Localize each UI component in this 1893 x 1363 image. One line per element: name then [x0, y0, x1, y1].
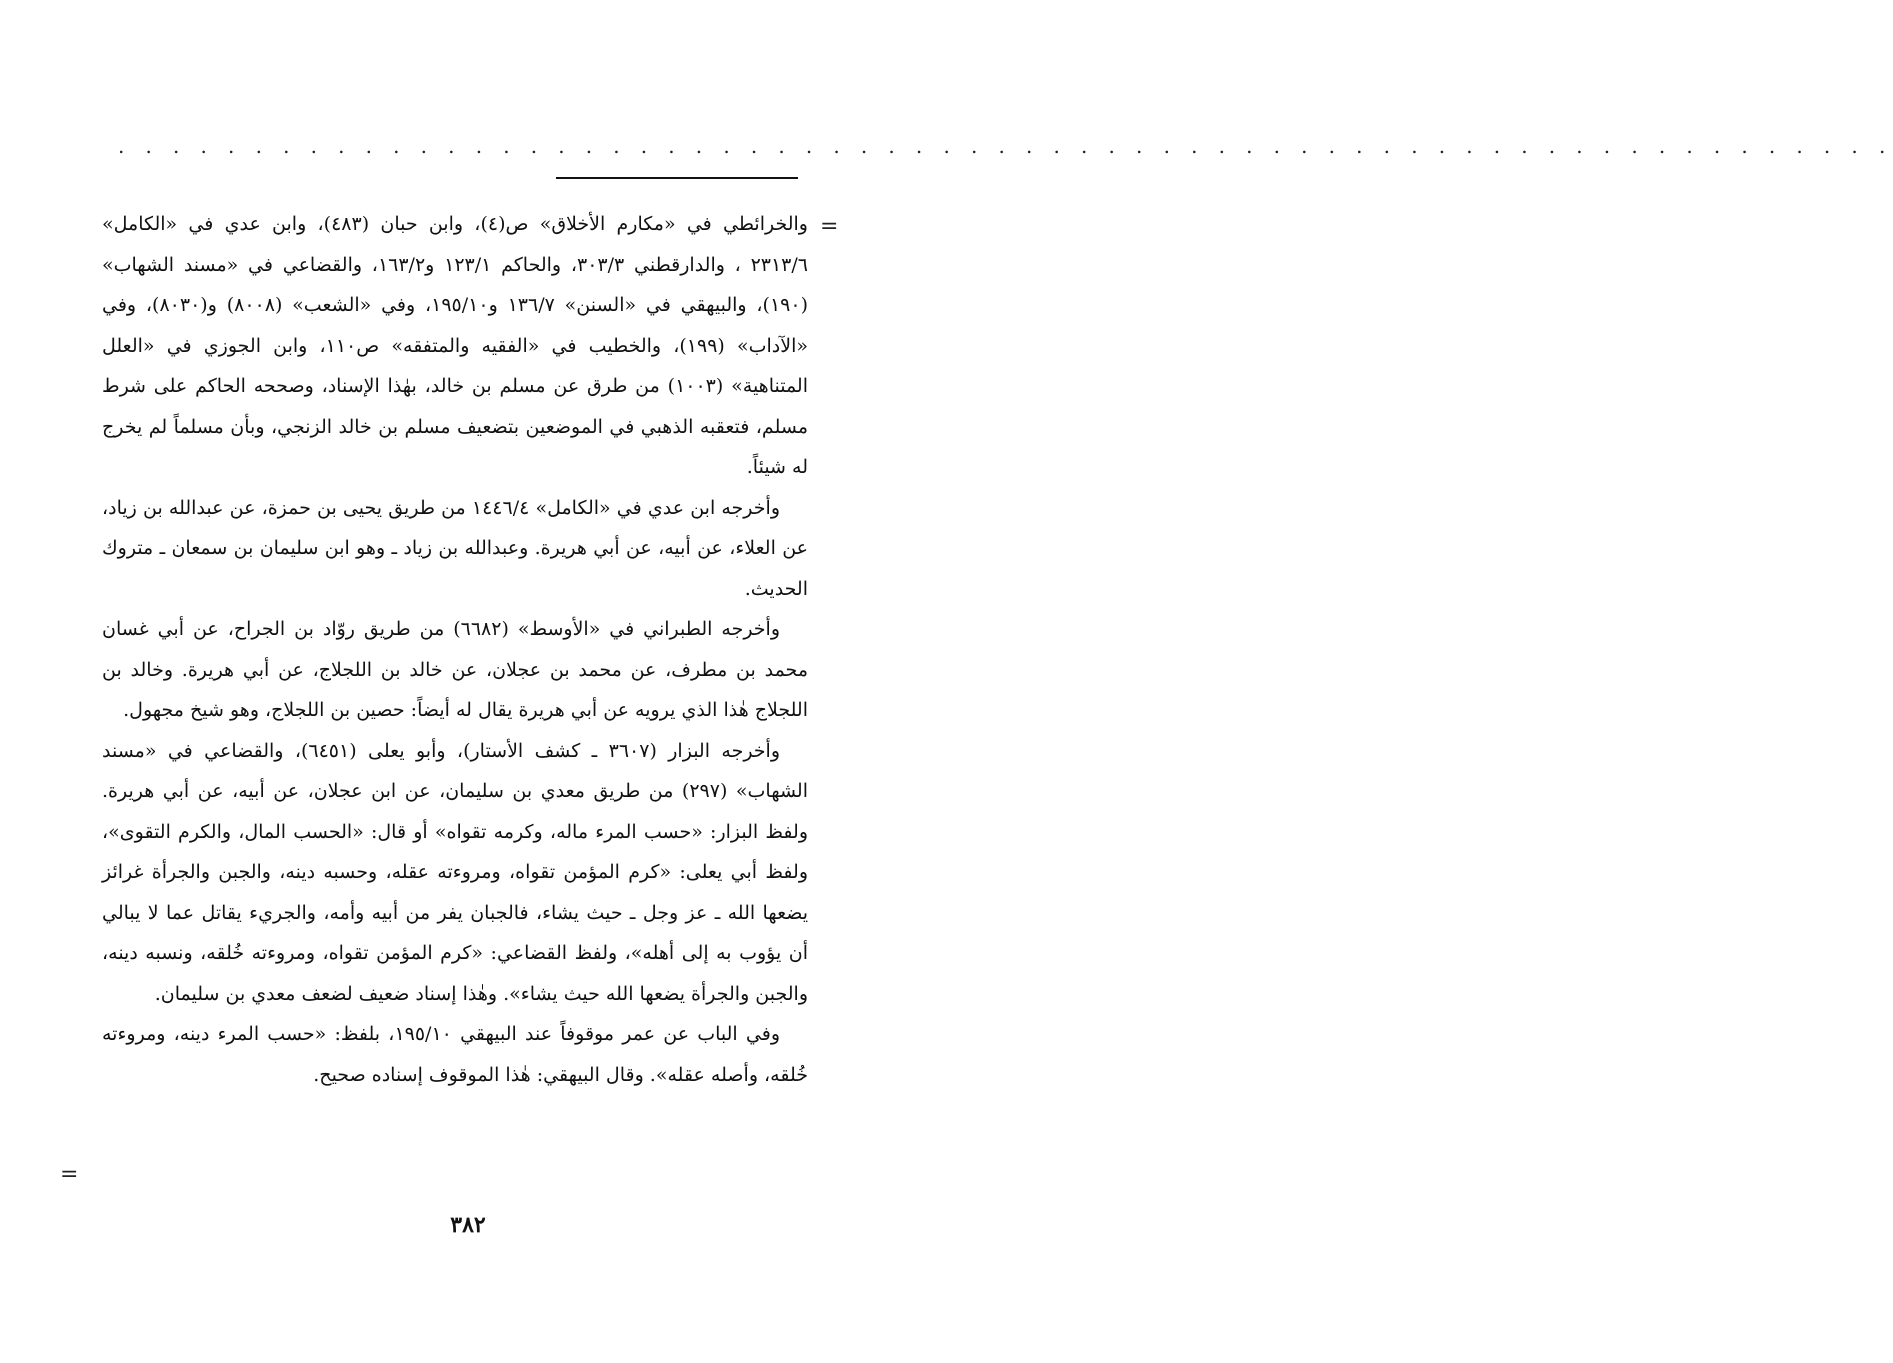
- paragraph-5: وفي الباب عن عمر موقوفاً عند البيهقي ١٩٥/١٠، بلفظ: «حسب المرء دينه، ومروءته خُلقه، وأصله عقله». وقال البيهقي: هٰذا الموقوف إسناده صحيح.: [102, 1023, 808, 1086]
- footnote-rule: [556, 177, 798, 179]
- paragraph-1: والخرائطي في «مكارم الأخلاق» ص(٤)، وابن حبان (٤٨٣)، وابن عدي في «الكامل» ٢٣١٣/٦ ، والدارقطني ٣٠٣/٣، والحاكم ١٢٣/١ و١٦٣/٢، والقضاعي في «مسند الشهاب» (١٩٠)، والبيهقي في «السنن» ١٣٦/٧ و١٩٥/١٠، وفي «الشعب» (٨٠٠٨) و(٨٠٣٠)، وفي «الآداب» (١٩٩)، والخطيب في «الفقيه والمتفقه» ص١١٠، وابن الجوزي في «العلل المتناهية» (١٠٠٣) من طرق عن مسلم بن خالد، بهٰذا الإسناد، وصححه الحاكم على شرط مسلم، فتعقبه الذهبي في الموضعين بتضعيف مسلم بن خالد الزنجي، وبأن مسلماً لم يخرج له شيئاً.: [102, 213, 808, 478]
- page-number: ٣٨٢: [450, 1212, 486, 1238]
- footnote-body: [102, 204, 808, 1194]
- paragraph-2: وأخرجه ابن عدي في «الكامل» ١٤٤٦/٤ من طريق يحيى بن حمزة، عن عبدالله بن زياد، عن العلاء، عن أبيه، عن أبي هريرة. وعبدالله بن زياد ـ وهو ابن سليمان بن سمعان ـ متروك الحديث.: [102, 496, 808, 600]
- continuation-mark-top: =: [820, 214, 839, 239]
- paragraph-3: وأخرجه الطبراني في «الأوسط» (٦٦٨٢) من طريق روّاد بن الجراح، عن أبي غسان محمد بن مطرف، عن محمد بن عجلان، عن خالد بن اللجلاج، عن أبي هريرة. وخالد بن اللجلاج هٰذا الذي يرويه عن أبي هريرة يقال له أيضاً: حصين بن اللجلاج، وهو شيخ مجهول.: [102, 618, 808, 721]
- separator-dots: . . . . . . . . . . . . . . . . . . . . . . . . . . . . . . . . . . . . . . . . . . . . . . . . . . . . . . . . . . . . . . . . .: [118, 134, 1893, 158]
- continuation-mark-bottom: =: [60, 1162, 79, 1187]
- paragraph-4: وأخرجه البزار (٣٦٠٧ ـ كشف الأستار)، وأبو يعلى (٦٤٥١)، والقضاعي في «مسند الشهاب» (٢٩٧) من طريق معدي بن سليمان، عن ابن عجلان، عن أبيه، عن أبي هريرة. ولفظ البزار: «حسب المرء ماله، وكرمه تقواه» أو قال: «الحسب المال، والكرم التقوى»، ولفظ أبي يعلى: «كرم المؤمن تقواه، ومروءته عقله، وحسبه دينه، والجبن والجرأة غرائز يضعها الله ـ عز وجل ـ حيث يشاء، فالجبان يفر من أبيه وأمه، والجريء يقاتل عما لا يبالي أن يؤوب به إلى أهله»، ولفظ القضاعي: «كرم المؤمن تقواه، ومروءته خُلقه، ونسبه دينه، والجبن والجرأة يضعها الله حيث يشاء». وهٰذا إسناد ضعيف لضعف معدي بن سليمان.: [102, 739, 808, 1005]
